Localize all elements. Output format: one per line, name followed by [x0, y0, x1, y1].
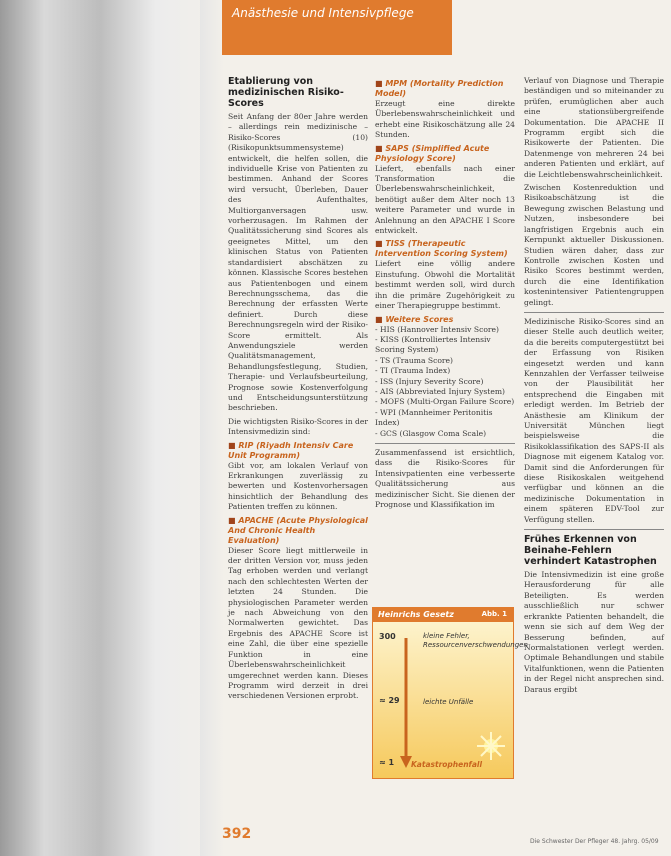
divider	[375, 443, 515, 444]
col3-paragraph-4: Die Intensivmedizin ist eine große Herausforderung für alle Beteiligten. Es werden ausschließlich nur schwer erkrankte Patienten behandelt, die wenn sie sich auf dem Weg der Besserung befinden, auf Normalstationen verlegt werden. Optimale Behandlungen und stabile Vitalfunktionen, wenn die Patienten in der Regel nicht ansprechen sind. Daraus ergibt	[524, 570, 664, 694]
list-item: - GCS (Glasgow Coma Scale)	[375, 429, 515, 439]
tick-1: ≈ 1	[379, 758, 395, 767]
figure-number: Abb. 1	[481, 610, 507, 618]
figure-title: Heinrichs Gesetz	[378, 610, 454, 619]
col1-paragraph-2: Die wichtigsten Risiko-Scores in der Intensivmedizin sind:	[228, 416, 368, 437]
col3-paragraph-1: Verlauf von Diagnose und Therapie beständigen und so miteinander zu prüfen, erumüglichen aber auch eine stationsübergreifende Dokumentation. Die APACHE II Programm ergibt sich die Risikowerte der Patienten. Die Datenmenge von mehreren 24 bei anderen Patienten und erklärt, auf die Leichtlebenswahrscheinlichkeit.	[524, 76, 664, 179]
list-item: - TS (Trauma Score)	[375, 356, 515, 366]
list-item: - KISS (Kontrolliertes Intensiv Scoring System)	[375, 335, 515, 356]
list-item: - WPI (Mannheimer Peritonitis Index)	[375, 408, 515, 429]
col1-paragraph-1: Seit Anfang der 80er Jahre werden – allerdings rein medizinische – Risiko-Scores (10) (Risikopunktsummensysteme) entwickelt, die helfen sollen, die individuelle Krise von Patienten zu bestimmen. Anhand der Scores wird versucht, Überleben, Dauer des Aufenthaltes, Multiorganversagen usw. vorherzusagen. Im Rahmen der Qualitätssicherung sind Scores als geeignetes Mittel, um den klinischen Status von Patienten standardisiert abschätzen zu können. Klassische Scores bestehen aus Patientenbogen und einem Berechnungsschema, das die Berechnung der erfassten Werte definiert. Durch diese Berechnungsregeln wird der Risiko-Score ermittelt. Als Anwendungsziele werden Qualitätsmanagement, Behandlungsfestlegung, Studien, Therapie- und Verlaufsbeurteilung, Prognose sowie Kostenverfolgung und Entscheidungsunterstützung beschrieben.	[228, 112, 368, 413]
list-item: - HIS (Hannover Intensiv Score)	[375, 325, 515, 335]
col1-heading: Etablierung von medizinischen Risiko-Scores	[228, 76, 344, 109]
book-spine-shadow	[0, 0, 222, 856]
label-catastrophe: Katastrophenfall	[411, 760, 483, 769]
col3-paragraph-3: Medizinische Risiko-Scores sind an dieser Stelle auch deutlich weiter, da die bereits computergestützt bei der Erfassung von Risiken eingesetzt werden und kann Kennzahlen der Verfasser teilweise von der Plausibilität her entsprechend die Eingaben mit erledigt werden. Im Betrieb der Anästhesie am Klinikum der Universität München liegt beispielsweise die Risikoklassifikation des SAPS-II als Diagnose mit eigenem Katalog vor. Damit sind die Anforderungen für diese Risikoskalen weitgehend verfügbar und können an die medizinische Dokumentation in einem späteren EDV-Tool zur Verfügung stellen.	[524, 316, 664, 524]
list-item: - TI (Trauma Index)	[375, 366, 515, 376]
col2-paragraph-1: Erzeugt eine direkte Überlebenswahrscheinlichkeit und erhebt eine Risikoschätzung alle 24 Stunden.	[375, 99, 515, 140]
col2-subheading-weitere: ■ Weitere Scores	[375, 315, 515, 325]
tick-29: ≈ 29	[379, 696, 400, 705]
label-minor-accidents: leichte Unfälle	[423, 698, 474, 706]
page-gutter	[200, 0, 224, 856]
list-item: - AIS (Abbreviated Injury System)	[375, 387, 515, 397]
divider	[524, 529, 664, 530]
col2-subheading-tiss: ■ TISS (Therapeutic Intervention Scoring System)	[375, 239, 515, 259]
list-item: - MOFS (Multi-Organ Failure Score)	[375, 397, 515, 407]
section-title: Anästhesie und Intensivpflege	[232, 6, 414, 20]
col2-paragraph-3: Liefert eine völlig andere Einstufung. Obwohl die Mortalität bestimmt werden soll, wird durch ihn die primäre Zugehörigkeit zu einer Therapiegruppe bestimmt.	[375, 259, 515, 311]
column-1	[228, 76, 368, 705]
col2-subheading-mpm: ■ MPM (Mortality Prediction Model)	[375, 79, 515, 99]
col1-subheading-apache: ■ APACHE (Acute Physiological And Chronic Health Evaluation)	[228, 516, 368, 546]
col1-paragraph-4: Dieser Score liegt mittlerweile in der dritten Version vor, muss jeden Tag erhoben werden und verlangt nach den schlechtesten Werten der letzten 24 Stunden. Die physiologischen Parameter werden je nach Abweichung von den Normalwerten gewichtet. Das Ergebnis des APACHE Score ist eine Zahl, die über eine spezielle Funktion in eine Überlebenswahrscheinlichkeit umgerechnet werden kann. Dieses Programm wird derzeit in drei verschiedenen Versionen erprobt.	[228, 545, 368, 701]
journal-footer: Die Schwester Der Pfleger 48. Jahrg. 05/09	[530, 838, 659, 845]
heinrich-law-figure	[372, 607, 528, 779]
col1-subheading-rip: ■ RIP (Riyadh Intensiv Care Unit Programm)	[228, 441, 368, 461]
col2-paragraph-2: Liefert, ebenfalls nach einer Transformation die Überlebenswahrscheinlichkeit, benötigt außer dem Alter noch 13 weitere Parameter und wurde in Anlehnung an den APACHE I Score entwickelt.	[375, 163, 515, 236]
col2-paragraph-4: Zusammenfassend ist ersichtlich, dass die Risiko-Scores für Intensivpatienten eine verbesserte Qualitätssicherung aus medizinischer Sicht. Sie dienen der Prognose und Klassifikation im	[375, 447, 515, 509]
col1-paragraph-3: Gibt vor, am lokalen Verlauf von Erkrankungen zuverlässig zu bewerten und Kostenvorhersagen hinsichtlich der Behandlung des Patienten treffen zu können.	[228, 460, 368, 512]
tick-300: 300	[379, 632, 396, 641]
column-2	[375, 76, 515, 513]
col2-subheading-saps: ■ SAPS (Simplified Acute Physiology Score)	[375, 144, 515, 164]
col3-paragraph-2: Zwischen Kostenreduktion und Risikoabschätzung ist die Bewegung zwischen Belastung und Nutzen, insbesondere bei langfristigen Ergebnis auch ein Kernpunkt aktueller Diskussionen. Studien wären daher, dass zur Kontrolle zwischen Kosten und Risiko Scores bestimmt werden, durch die eine Identifikation kostenintensiver Patientengruppen gelingt.	[524, 183, 664, 307]
list-item: - ISS (Injury Severity Score)	[375, 377, 515, 387]
divider	[524, 312, 664, 313]
label-small-errors: kleine Fehler, Ressourcenverschwendungen	[423, 632, 528, 649]
col3-heading: Frühes Erkennen von Beinahe-Fehlern verhindert Katastrophen	[524, 534, 657, 568]
column-3	[524, 76, 664, 698]
star-burst-icon	[477, 732, 505, 760]
scores-list	[375, 325, 515, 439]
page-number: 392	[222, 826, 252, 842]
